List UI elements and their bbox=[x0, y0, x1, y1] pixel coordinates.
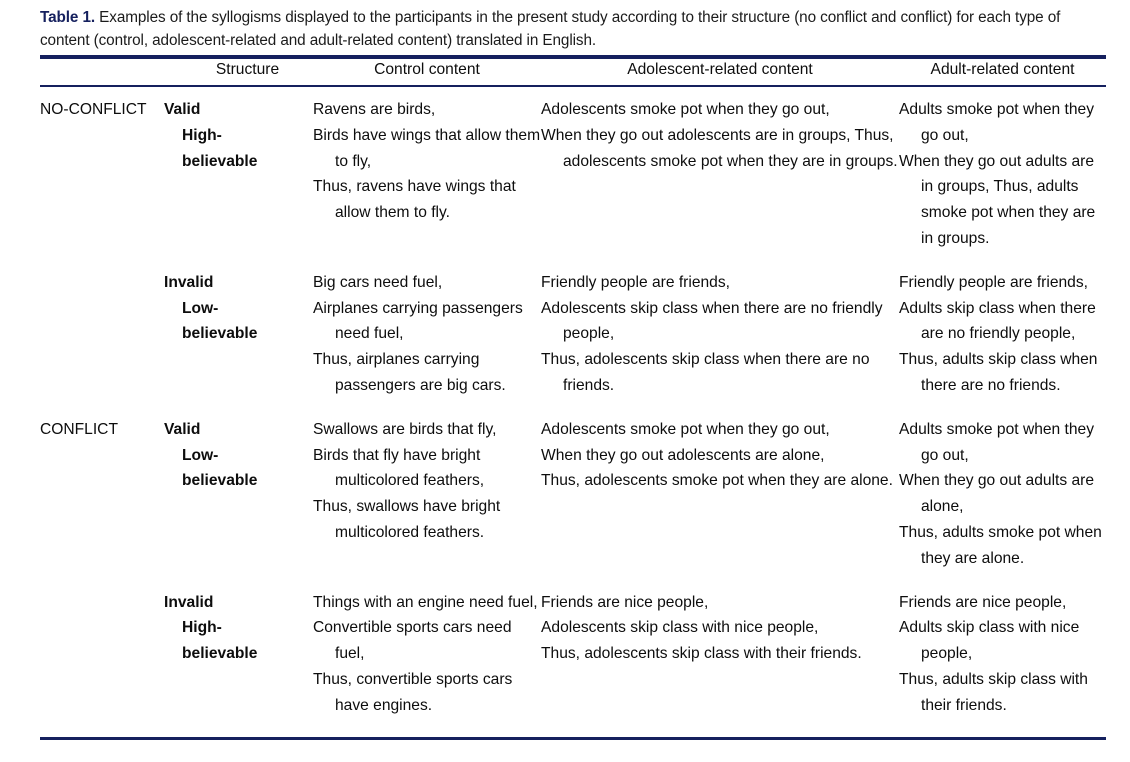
syllogism-line: Birds that fly have bright multicolored feathers, bbox=[313, 446, 485, 490]
syllogism-line: When they go out adolescents are alone, bbox=[541, 446, 825, 464]
cell-control-content bbox=[313, 399, 541, 572]
caption-text: Examples of the syllogisms displayed to the participants in the present study according to their structure (no conflict and conflict) for each type of content (control, adolescent-related and adult-related content) translated in English. bbox=[40, 9, 1061, 49]
structure-believability-2: believable bbox=[182, 152, 258, 170]
cell-adult-content bbox=[899, 86, 1106, 252]
cell-adult-content bbox=[899, 252, 1106, 399]
structure-validity: Valid bbox=[164, 420, 201, 438]
cell-control-content bbox=[313, 572, 541, 719]
syllogism-line: Adults smoke pot when they go out, bbox=[899, 420, 1095, 464]
table-row bbox=[40, 86, 1106, 252]
structure-believability-1: Low- bbox=[182, 446, 219, 464]
column-header-adolescent: Adolescent-related content bbox=[627, 61, 813, 78]
row-structure bbox=[164, 252, 313, 399]
syllogism-line: Thus, adults skip class when there are no friends. bbox=[899, 351, 1098, 394]
syllogism-line: Friendly people are friends, bbox=[541, 273, 730, 291]
syllogism-line: When they go out adolescents are in groups, Thus, adolescents smoke pot when they are in groups. bbox=[541, 126, 898, 170]
syllogism-line: Thus, ravens have wings that allow them to fly. bbox=[313, 178, 516, 222]
syllogism-line: Adolescents smoke pot when they go out, bbox=[541, 101, 830, 118]
cell-adolescent-content bbox=[541, 252, 899, 399]
structure-believability-2: believable bbox=[182, 325, 258, 343]
syllogism-line: Airplanes carrying passengers need fuel, bbox=[313, 299, 523, 343]
table-row bbox=[40, 572, 1106, 719]
cell-control-content bbox=[313, 252, 541, 399]
structure-believability-2: believable bbox=[182, 472, 258, 490]
cell-control-content bbox=[313, 86, 541, 252]
table-body bbox=[40, 86, 1106, 719]
syllogism-line: Ravens are birds, bbox=[313, 101, 436, 118]
syllogism-line: Thus, adolescents smoke pot when they are alone. bbox=[541, 472, 893, 490]
syllogism-line: Swallows are birds that fly, bbox=[313, 420, 497, 438]
syllogism-line: Adults skip class with nice people, bbox=[899, 619, 1080, 663]
syllogism-line: Adults skip class when there are no friendly people, bbox=[899, 299, 1096, 343]
row-group-label: CONFLICT bbox=[40, 420, 118, 438]
syllogism-line: Things with an engine need fuel, bbox=[313, 593, 538, 611]
syllogism-line: Big cars need fuel, bbox=[313, 273, 443, 291]
syllogism-line: Convertible sports cars need fuel, bbox=[313, 619, 512, 663]
cell-adolescent-content bbox=[541, 399, 899, 572]
structure-validity: Valid bbox=[164, 101, 201, 118]
syllogism-line: Adults smoke pot when they go out, bbox=[899, 101, 1095, 144]
syllogism-line: Thus, adolescents skip class with their friends. bbox=[541, 645, 862, 663]
cell-adolescent-content bbox=[541, 572, 899, 719]
syllogism-line: Thus, swallows have bright multicolored feathers. bbox=[313, 498, 501, 541]
syllogism-line: When they go out adults are alone, bbox=[899, 472, 1095, 516]
column-header-control: Control content bbox=[374, 61, 480, 78]
header-row bbox=[40, 59, 1106, 86]
structure-believability-1: High- bbox=[182, 126, 222, 144]
row-structure bbox=[164, 86, 313, 252]
syllogism-table bbox=[40, 59, 1106, 719]
syllogism-line: Birds have wings that allow them to fly, bbox=[313, 126, 541, 170]
structure-validity: Invalid bbox=[164, 273, 214, 291]
syllogism-line: Adolescents skip class when there are no friendly people, bbox=[541, 299, 883, 343]
column-header-adult: Adult-related content bbox=[930, 61, 1075, 78]
row-group-label bbox=[40, 572, 182, 719]
structure-believability-1: Low- bbox=[182, 299, 219, 317]
column-header-group bbox=[40, 59, 182, 86]
syllogism-line: Friends are nice people, bbox=[541, 593, 709, 611]
structure-believability-1: High- bbox=[182, 619, 222, 637]
row-group-label: NO-CONFLICT bbox=[40, 101, 147, 118]
table-top-rule bbox=[40, 55, 1106, 59]
syllogism-line: Thus, convertible sports cars have engines. bbox=[313, 670, 513, 714]
column-header-structure: Structure bbox=[215, 61, 280, 78]
row-structure bbox=[164, 399, 313, 572]
table-row bbox=[40, 252, 1106, 399]
row-structure bbox=[164, 572, 313, 719]
syllogism-line: Thus, airplanes carrying passengers are big cars. bbox=[313, 351, 506, 394]
table-caption bbox=[40, 6, 1108, 52]
syllogism-line: Friendly people are friends, bbox=[899, 273, 1088, 291]
structure-validity: Invalid bbox=[164, 593, 214, 611]
syllogism-line: Friends are nice people, bbox=[899, 593, 1067, 611]
syllogism-line: Thus, adults skip class with their friends. bbox=[899, 670, 1088, 714]
table-bottom-rule bbox=[40, 737, 1106, 740]
table-header bbox=[40, 59, 1106, 86]
syllogism-line: When they go out adults are in groups, Thus, adults smoke pot when they are in groups. bbox=[899, 152, 1096, 247]
cell-adolescent-content bbox=[541, 86, 899, 252]
caption-label: Table 1. bbox=[40, 9, 96, 26]
cell-adult-content bbox=[899, 399, 1106, 572]
syllogism-line: Adolescents skip class with nice people, bbox=[541, 619, 819, 637]
cell-adult-content bbox=[899, 572, 1106, 719]
syllogism-line: Adolescents smoke pot when they go out, bbox=[541, 420, 830, 438]
table-row bbox=[40, 399, 1106, 572]
syllogism-line: Thus, adults smoke pot when they are alone. bbox=[899, 523, 1102, 567]
structure-believability-2: believable bbox=[182, 645, 258, 663]
row-group-label bbox=[40, 252, 182, 399]
syllogism-line: Thus, adolescents skip class when there are no friends. bbox=[541, 351, 870, 394]
